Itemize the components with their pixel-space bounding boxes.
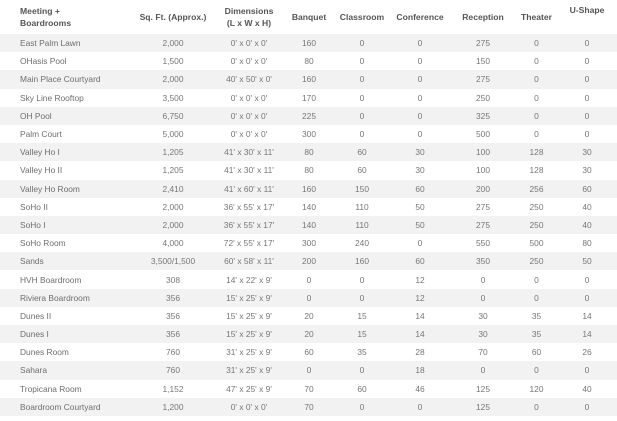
cell-ushape: 0 <box>557 107 617 125</box>
cell-room: East Palm Lawn <box>0 34 132 52</box>
cell-conference: 46 <box>390 380 450 398</box>
cell-reception: 0 <box>450 361 516 379</box>
cell-reception: 200 <box>450 180 516 198</box>
cell-reception: 0 <box>450 270 516 288</box>
cell-sqft: 2,000 <box>132 70 214 88</box>
cell-ushape: 30 <box>557 143 617 161</box>
cell-sqft: 1,205 <box>132 161 214 179</box>
cell-dimensions: 40' x 50' x 0' <box>214 70 284 88</box>
cell-reception: 500 <box>450 125 516 143</box>
cell-banquet: 0 <box>284 361 334 379</box>
table-row <box>0 107 617 125</box>
table-row <box>0 252 617 270</box>
header-dimensions-line-2: (L x W x H) <box>226 18 272 28</box>
cell-sqft: 3,500/1,500 <box>132 252 214 270</box>
cell-banquet: 80 <box>284 161 334 179</box>
cell-room: Valley Ho I <box>0 143 132 161</box>
header-room-line-2: Boardrooms <box>20 18 72 28</box>
cell-room: Sky Line Rooftop <box>0 89 132 107</box>
cell-reception: 125 <box>450 398 516 416</box>
cell-dimensions: 15' x 25' x 9' <box>214 325 284 343</box>
cell-reception: 325 <box>450 107 516 125</box>
table-row <box>0 125 617 143</box>
cell-ushape: 0 <box>557 52 617 70</box>
cell-ushape: 40 <box>557 380 617 398</box>
cell-sqft: 6,750 <box>132 107 214 125</box>
cell-sqft: 356 <box>132 307 214 325</box>
cell-theater: 256 <box>516 180 557 198</box>
cell-banquet: 70 <box>284 380 334 398</box>
cell-theater: 0 <box>516 34 557 52</box>
cell-conference: 50 <box>390 216 450 234</box>
cell-ushape: 0 <box>557 125 617 143</box>
cell-sqft: 3,500 <box>132 89 214 107</box>
header-dimensions-line-1: Dimensions <box>224 6 274 16</box>
header-room-line-1: Meeting + <box>20 6 60 16</box>
cell-reception: 275 <box>450 216 516 234</box>
cell-conference: 0 <box>390 34 450 52</box>
cell-reception: 275 <box>450 70 516 88</box>
cell-classroom: 15 <box>334 325 390 343</box>
cell-sqft: 1,500 <box>132 52 214 70</box>
cell-room: HVH Boardroom <box>0 270 132 288</box>
cell-sqft: 2,000 <box>132 198 214 216</box>
cell-conference: 30 <box>390 161 450 179</box>
cell-conference: 14 <box>390 325 450 343</box>
cell-dimensions: 0' x 0' x 0' <box>214 125 284 143</box>
cell-banquet: 0 <box>284 270 334 288</box>
cell-classroom: 0 <box>334 89 390 107</box>
table-row <box>0 34 617 52</box>
cell-dimensions: 47' x 25' x 9' <box>214 380 284 398</box>
cell-room: Sands <box>0 252 132 270</box>
cell-banquet: 20 <box>284 325 334 343</box>
cell-dimensions: 60' x 58' x 11' <box>214 252 284 270</box>
cell-ushape: 0 <box>557 70 617 88</box>
header-room <box>0 0 132 34</box>
table-row <box>0 270 617 288</box>
cell-reception: 250 <box>450 89 516 107</box>
cell-sqft: 760 <box>132 361 214 379</box>
cell-sqft: 1,200 <box>132 398 214 416</box>
table-row <box>0 198 617 216</box>
cell-conference: 0 <box>390 234 450 252</box>
cell-classroom: 110 <box>334 198 390 216</box>
cell-dimensions: 31' x 25' x 9' <box>214 343 284 361</box>
cell-reception: 100 <box>450 143 516 161</box>
cell-reception: 550 <box>450 234 516 252</box>
header-reception: Reception <box>462 12 504 22</box>
header-ushape: U-Shape <box>569 5 605 15</box>
header-row <box>0 0 617 34</box>
cell-ushape: 40 <box>557 198 617 216</box>
header-theater: Theater <box>520 12 553 22</box>
cell-theater: 0 <box>516 89 557 107</box>
cell-theater: 0 <box>516 125 557 143</box>
table-row <box>0 380 617 398</box>
cell-classroom: 35 <box>334 343 390 361</box>
cell-ushape: 0 <box>557 361 617 379</box>
cell-sqft: 2,000 <box>132 34 214 52</box>
cell-classroom: 0 <box>334 398 390 416</box>
cell-reception: 30 <box>450 307 516 325</box>
cell-classroom: 60 <box>334 143 390 161</box>
cell-conference: 60 <box>390 180 450 198</box>
cell-conference: 0 <box>390 125 450 143</box>
cell-banquet: 160 <box>284 34 334 52</box>
cell-sqft: 308 <box>132 270 214 288</box>
cell-room: Palm Court <box>0 125 132 143</box>
cell-reception: 125 <box>450 380 516 398</box>
cell-theater: 0 <box>516 270 557 288</box>
cell-dimensions: 15' x 25' x 9' <box>214 307 284 325</box>
header-banquet: Banquet <box>291 12 327 22</box>
cell-sqft: 1,152 <box>132 380 214 398</box>
cell-classroom: 60 <box>334 380 390 398</box>
cell-theater: 0 <box>516 361 557 379</box>
cell-room: Sahara <box>0 361 132 379</box>
cell-room: Main Place Courtyard <box>0 70 132 88</box>
cell-classroom: 0 <box>334 70 390 88</box>
cell-ushape: 0 <box>557 89 617 107</box>
cell-room: Boardroom Courtyard <box>0 398 132 416</box>
table-row <box>0 289 617 307</box>
cell-theater: 128 <box>516 143 557 161</box>
cell-theater: 120 <box>516 380 557 398</box>
cell-banquet: 80 <box>284 143 334 161</box>
cell-room: SoHo I <box>0 216 132 234</box>
cell-theater: 0 <box>516 107 557 125</box>
cell-ushape: 0 <box>557 289 617 307</box>
cell-classroom: 0 <box>334 270 390 288</box>
cell-classroom: 0 <box>334 125 390 143</box>
cell-room: Dunes Room <box>0 343 132 361</box>
cell-banquet: 60 <box>284 343 334 361</box>
cell-classroom: 0 <box>334 34 390 52</box>
cell-theater: 0 <box>516 70 557 88</box>
cell-dimensions: 72' x 55' x 17' <box>214 234 284 252</box>
table-row <box>0 143 617 161</box>
cell-conference: 0 <box>390 52 450 70</box>
cell-conference: 28 <box>390 343 450 361</box>
cell-conference: 12 <box>390 270 450 288</box>
header-conference: Conference <box>396 12 444 22</box>
cell-reception: 70 <box>450 343 516 361</box>
cell-classroom: 150 <box>334 180 390 198</box>
table-row <box>0 398 617 416</box>
cell-conference: 18 <box>390 361 450 379</box>
cell-classroom: 0 <box>334 52 390 70</box>
cell-classroom: 0 <box>334 289 390 307</box>
cell-banquet: 160 <box>284 70 334 88</box>
cell-conference: 30 <box>390 143 450 161</box>
table-header <box>0 0 617 34</box>
table-row <box>0 52 617 70</box>
cell-classroom: 15 <box>334 307 390 325</box>
cell-banquet: 300 <box>284 125 334 143</box>
cell-dimensions: 0' x 0' x 0' <box>214 398 284 416</box>
cell-banquet: 160 <box>284 180 334 198</box>
cell-theater: 250 <box>516 216 557 234</box>
cell-ushape: 14 <box>557 307 617 325</box>
cell-reception: 275 <box>450 198 516 216</box>
cell-dimensions: 0' x 0' x 0' <box>214 34 284 52</box>
cell-conference: 60 <box>390 252 450 270</box>
cell-ushape: 50 <box>557 252 617 270</box>
table-row <box>0 325 617 343</box>
cell-theater: 35 <box>516 325 557 343</box>
cell-ushape: 40 <box>557 216 617 234</box>
cell-banquet: 200 <box>284 252 334 270</box>
cell-conference: 0 <box>390 398 450 416</box>
cell-banquet: 70 <box>284 398 334 416</box>
cell-banquet: 225 <box>284 107 334 125</box>
cell-reception: 0 <box>450 289 516 307</box>
cell-dimensions: 15' x 25' x 9' <box>214 289 284 307</box>
header-sqft: Sq. Ft. (Approx.) <box>139 12 207 22</box>
cell-sqft: 356 <box>132 289 214 307</box>
cell-classroom: 240 <box>334 234 390 252</box>
cell-sqft: 1,205 <box>132 143 214 161</box>
cell-sqft: 2,000 <box>132 216 214 234</box>
table-row <box>0 343 617 361</box>
cell-classroom: 110 <box>334 216 390 234</box>
cell-dimensions: 36' x 55' x 17' <box>214 198 284 216</box>
cell-room: Valley Ho Room <box>0 180 132 198</box>
cell-dimensions: 0' x 0' x 0' <box>214 89 284 107</box>
cell-dimensions: 41' x 60' x 11' <box>214 180 284 198</box>
cell-conference: 50 <box>390 198 450 216</box>
cell-dimensions: 0' x 0' x 0' <box>214 52 284 70</box>
cell-banquet: 20 <box>284 307 334 325</box>
header-classroom: Classroom <box>339 12 385 22</box>
cell-room: OHasis Pool <box>0 52 132 70</box>
cell-sqft: 5,000 <box>132 125 214 143</box>
cell-conference: 14 <box>390 307 450 325</box>
cell-classroom: 60 <box>334 161 390 179</box>
cell-banquet: 170 <box>284 89 334 107</box>
cell-banquet: 0 <box>284 289 334 307</box>
cell-reception: 30 <box>450 325 516 343</box>
cell-dimensions: 31' x 25' x 9' <box>214 361 284 379</box>
cell-reception: 350 <box>450 252 516 270</box>
cell-dimensions: 36' x 55' x 17' <box>214 216 284 234</box>
cell-room: Tropicana Room <box>0 380 132 398</box>
cell-classroom: 160 <box>334 252 390 270</box>
cell-ushape: 26 <box>557 343 617 361</box>
cell-ushape: 0 <box>557 398 617 416</box>
cell-ushape: 30 <box>557 161 617 179</box>
cell-room: Dunes II <box>0 307 132 325</box>
cell-reception: 100 <box>450 161 516 179</box>
table-row <box>0 234 617 252</box>
cell-classroom: 0 <box>334 107 390 125</box>
cell-dimensions: 41' x 30' x 11' <box>214 161 284 179</box>
cell-room: Riviera Boardroom <box>0 289 132 307</box>
cell-room: OH Pool <box>0 107 132 125</box>
table-row <box>0 216 617 234</box>
cell-theater: 128 <box>516 161 557 179</box>
cell-reception: 150 <box>450 52 516 70</box>
cell-conference: 0 <box>390 89 450 107</box>
header-dimensions <box>214 0 284 34</box>
cell-ushape: 60 <box>557 180 617 198</box>
table-row <box>0 307 617 325</box>
cell-ushape: 80 <box>557 234 617 252</box>
cell-sqft: 356 <box>132 325 214 343</box>
cell-dimensions: 0' x 0' x 0' <box>214 107 284 125</box>
cell-banquet: 80 <box>284 52 334 70</box>
cell-sqft: 760 <box>132 343 214 361</box>
table-body <box>0 34 617 416</box>
cell-sqft: 4,000 <box>132 234 214 252</box>
cell-theater: 0 <box>516 52 557 70</box>
cell-ushape: 14 <box>557 325 617 343</box>
cell-theater: 60 <box>516 343 557 361</box>
cell-ushape: 0 <box>557 34 617 52</box>
cell-room: Valley Ho II <box>0 161 132 179</box>
cell-ushape: 0 <box>557 270 617 288</box>
table-row <box>0 180 617 198</box>
cell-classroom: 0 <box>334 361 390 379</box>
cell-banquet: 140 <box>284 198 334 216</box>
cell-theater: 500 <box>516 234 557 252</box>
cell-conference: 12 <box>390 289 450 307</box>
cell-room: Dunes I <box>0 325 132 343</box>
cell-dimensions: 41' x 30' x 11' <box>214 143 284 161</box>
cell-theater: 250 <box>516 252 557 270</box>
cell-banquet: 140 <box>284 216 334 234</box>
table-row <box>0 361 617 379</box>
cell-dimensions: 14' x 22' x 9' <box>214 270 284 288</box>
cell-theater: 250 <box>516 198 557 216</box>
cell-room: SoHo II <box>0 198 132 216</box>
cell-banquet: 300 <box>284 234 334 252</box>
table-row <box>0 89 617 107</box>
cell-theater: 0 <box>516 398 557 416</box>
cell-reception: 275 <box>450 34 516 52</box>
cell-theater: 35 <box>516 307 557 325</box>
cell-conference: 0 <box>390 107 450 125</box>
cell-room: SoHo Room <box>0 234 132 252</box>
cell-conference: 0 <box>390 70 450 88</box>
cell-sqft: 2,410 <box>132 180 214 198</box>
cell-theater: 0 <box>516 289 557 307</box>
table-row <box>0 161 617 179</box>
table-row <box>0 70 617 88</box>
